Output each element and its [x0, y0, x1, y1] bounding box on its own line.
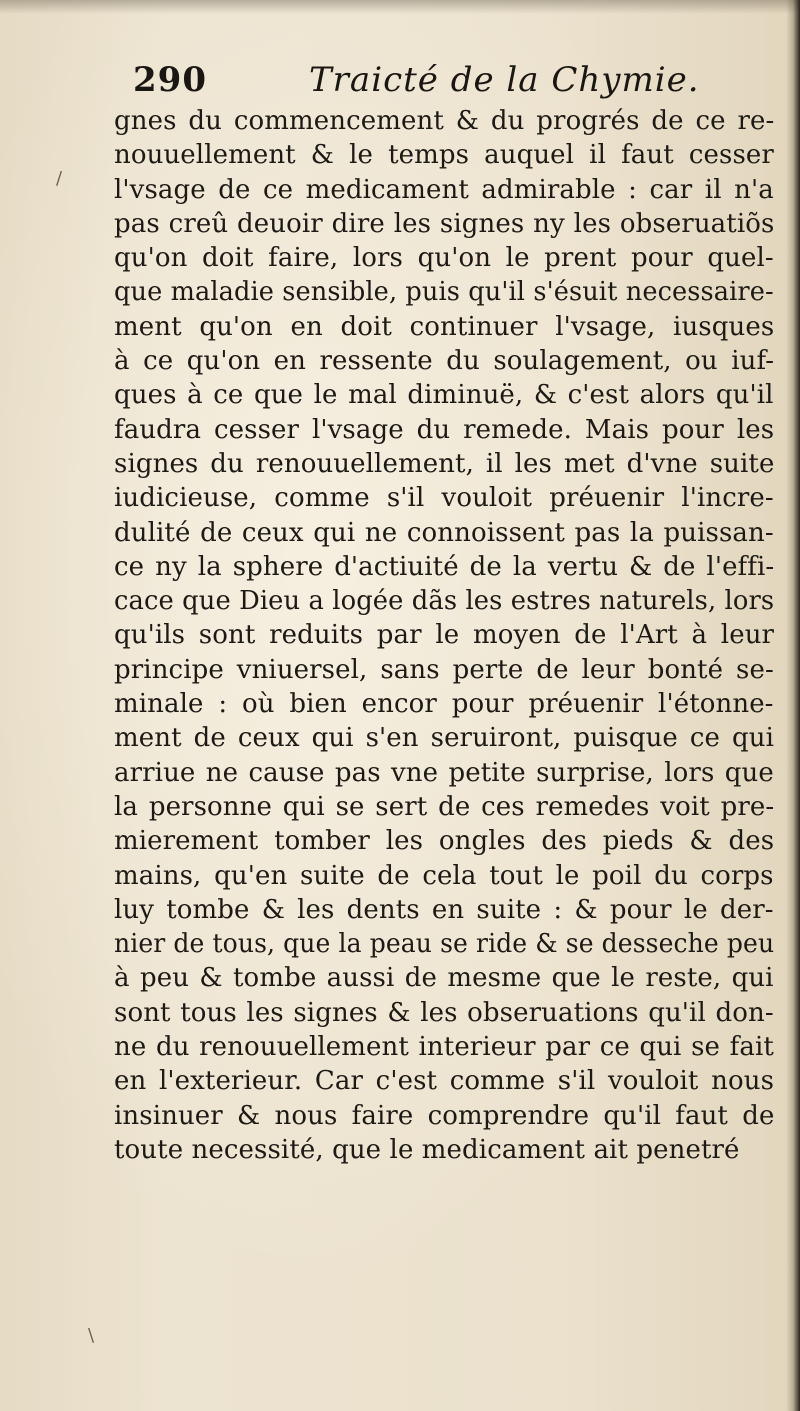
text-line: la personne qui se sert de ces remedes voit pre- [114, 791, 775, 822]
text-line: à peu & tombe aussi de mesme que le reste, qui [114, 963, 774, 994]
text-line: faudra cesser l'vsage du remede. Mais pour les [114, 414, 775, 445]
text-line: dulité de ceux qui ne connoissent pas la puissan- [114, 517, 774, 548]
text-line: signes du renouuellement, il les met d'vne suite [114, 448, 775, 479]
text-line: insinuer & nous faire comprendre qu'il faut de [114, 1100, 775, 1131]
text-line: nier de tous, que la peau se ride & se desseche peu [114, 929, 775, 960]
text-line: cace que Dieu a logée dãs les estres naturels, lors [114, 586, 775, 617]
running-title: Traicté de la Chymie. [309, 60, 700, 100]
margin-mark-slash: / [56, 168, 63, 189]
text-line: à ce qu'on en ressente du soulagement, ou iuf- [114, 346, 775, 377]
running-head [133, 60, 700, 110]
page-number: 290 [133, 60, 207, 100]
text-line: gnes du commencement & du progrés de ce re- [114, 106, 775, 136]
text-line: arriue ne cause pas vne petite surprise, lors que [114, 757, 774, 788]
text-line: qu'ils sont reduits par le moyen de l'Art à leur [114, 620, 775, 651]
text-line: que maladie sensible, puis qu'il s'ésuit necessaire- [114, 277, 774, 308]
text-line: l'vsage de ce medicament admirable : car il n'a [114, 174, 774, 205]
text-line: ne du renouuellement interieur par ce qui se fait [114, 1032, 774, 1063]
text-line: principe vniuersel, sans perte de leur bonté se- [114, 654, 774, 685]
text-line: luy tombe & les dents en suite : & pour le der- [114, 894, 774, 925]
text-line: iudicieuse, comme s'il vouloit préuenir l'incre- [114, 483, 774, 514]
text-line: ment qu'on en doit continuer l'vsage, iusques [114, 311, 775, 342]
text-line: toute necessité, que le medicament ait penetré [114, 1134, 740, 1165]
page-binding-edge [786, 0, 800, 1411]
text-line: nouuellement & le temps auquel il faut cesser [114, 140, 774, 171]
text-line: ce ny la sphere d'actiuité de la vertu & de l'effi- [114, 551, 775, 582]
margin-mark-backslash: \ [88, 1325, 95, 1346]
text-line: minale : où bien encor pour préuenir l'étonne- [114, 689, 774, 720]
body-text [114, 104, 774, 1167]
text-line: pas creû deuoir dire les signes ny les obseruatiõs [114, 208, 775, 239]
text-line: qu'on doit faire, lors qu'on le prent pour quel- [114, 243, 774, 274]
text-line: ques à ce que le mal diminuë, & c'est alors qu'il [114, 380, 774, 411]
text-line: sont tous les signes & les obseruations qu'il don- [114, 997, 774, 1028]
text-line: mains, qu'en suite de cela tout le poil du corps [114, 860, 774, 891]
text-line: ment de ceux qui s'en seruiront, puisque ce qui [114, 723, 775, 754]
text-line: en l'exterieur. Car c'est comme s'il vouloit nous [114, 1066, 775, 1097]
page-top-shadow [0, 0, 800, 14]
text-line: mierement tomber les ongles des pieds & des [114, 826, 775, 857]
